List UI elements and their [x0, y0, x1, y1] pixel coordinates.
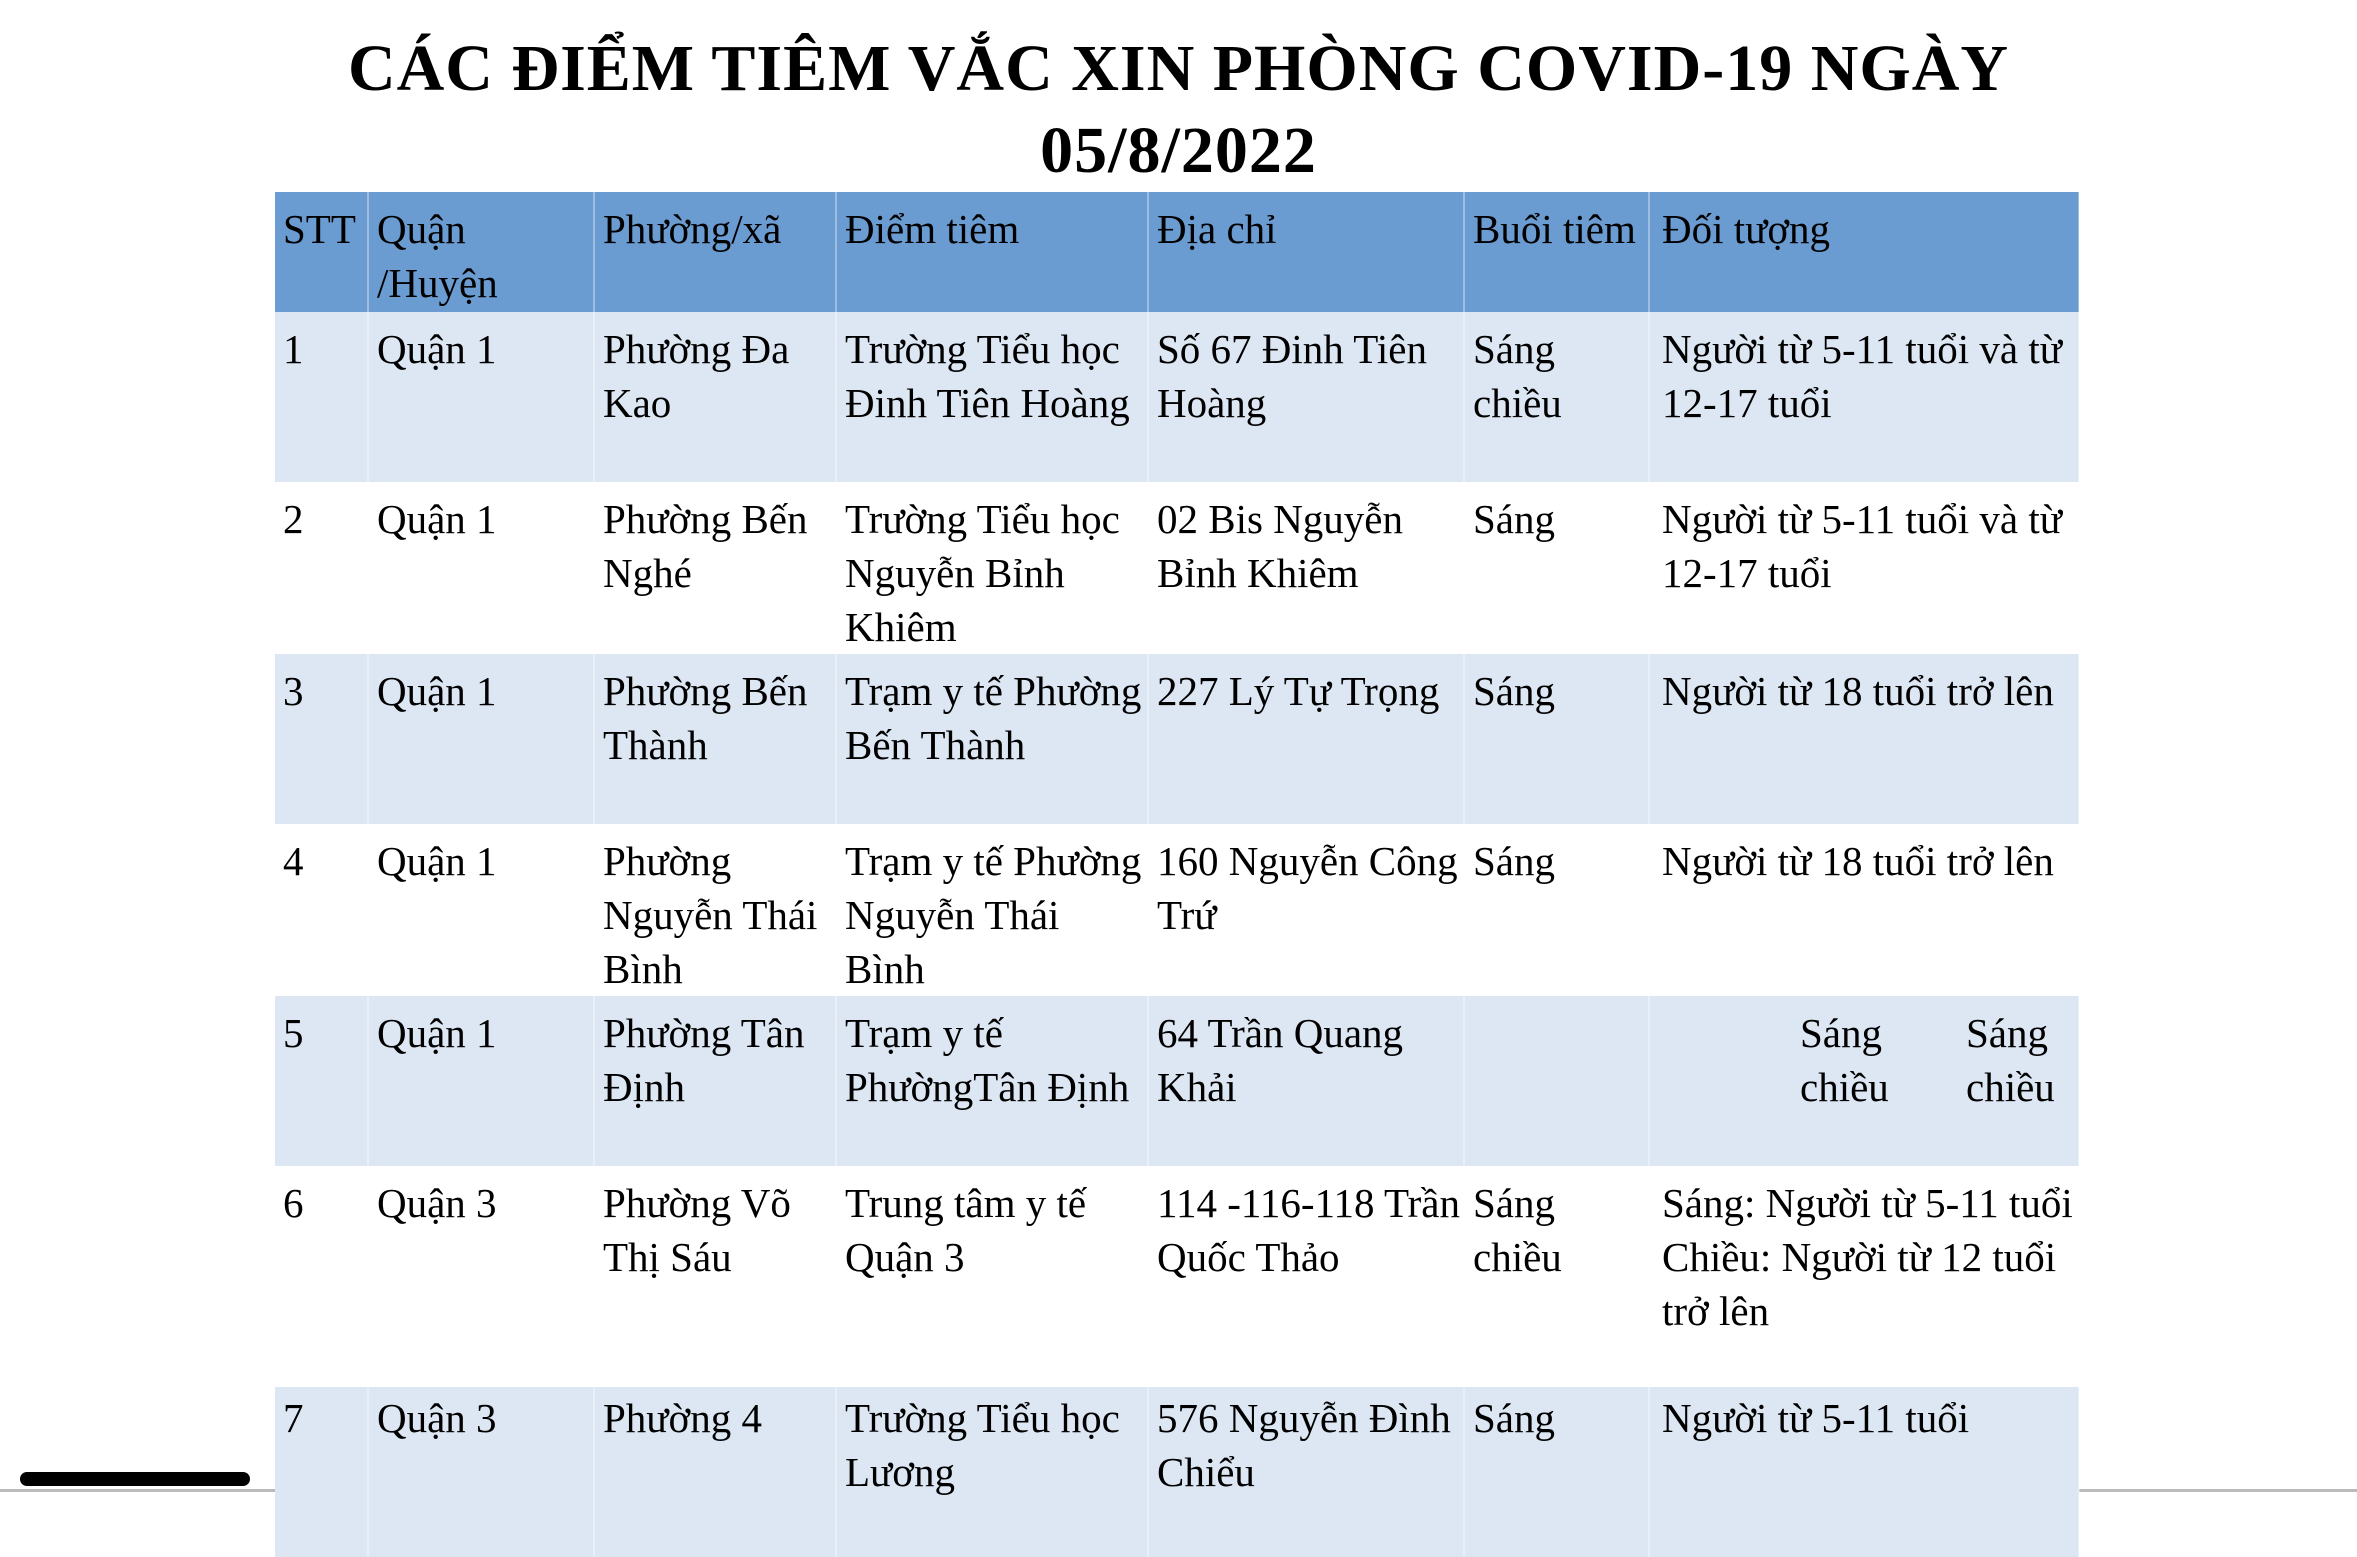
- cell-buoi-tiem: Sáng: [1464, 1387, 1649, 1557]
- cell-dia-chi: 64 Trần Quang Khải: [1148, 996, 1464, 1166]
- cell-stt: 1: [275, 312, 368, 482]
- header-stt: STT: [275, 192, 368, 312]
- cell-quan: Quận 1: [368, 824, 594, 996]
- cell-doi-tuong: [1649, 1166, 2079, 1387]
- cell-dia-chi: Số 67 Đinh Tiên Hoàng: [1148, 312, 1464, 482]
- cell-dia-chi: 160 Nguyễn Công Trứ: [1148, 824, 1464, 996]
- cell-buoi-tiem: Sáng: [1464, 824, 1649, 996]
- cell-diem-tiem: Trường Tiểu học Đinh Tiên Hoàng: [836, 312, 1148, 482]
- cell-diem-tiem: Trạm y tế Phường Nguyễn Thái Bình: [836, 824, 1148, 996]
- table-row: [275, 996, 2079, 1166]
- table-row: [275, 1166, 2079, 1387]
- cell-doi-tuong: Người từ 5-11 tuổi và từ 12-17 tuổi: [1649, 312, 2079, 482]
- cell-diem-tiem: Trung tâm y tế Quận 3: [836, 1166, 1148, 1387]
- page-title: [0, 28, 2357, 192]
- cell-stt: 5: [275, 996, 368, 1166]
- table-row: [275, 1387, 2079, 1557]
- cell-phuong: Phường Nguyễn Thái Bình: [594, 824, 836, 996]
- cell-phuong: Phường 4: [594, 1387, 836, 1557]
- cell-phuong: Phường Võ Thị Sáu: [594, 1166, 836, 1387]
- cell-phuong: Phường Bến Thành: [594, 654, 836, 824]
- cell-stt: 2: [275, 482, 368, 654]
- table-row: [275, 654, 2079, 824]
- table-row: [275, 312, 2079, 482]
- header-dia-chi: Địa chỉ: [1148, 192, 1464, 312]
- cell-dia-chi: 227 Lý Tự Trọng: [1148, 654, 1464, 824]
- cell-quan: Quận 1: [368, 996, 594, 1166]
- cell-stt: 3: [275, 654, 368, 824]
- cell-diem-tiem: Trường Tiểu học Lương: [836, 1387, 1148, 1557]
- cell-quan: Quận 1: [368, 312, 594, 482]
- cell-doi-tuong: Người từ 5-11 tuổi: [1649, 1387, 2079, 1557]
- cell-quan: Quận 3: [368, 1166, 594, 1387]
- cell-quan: Quận 1: [368, 482, 594, 654]
- cell-buoi-tiem: [1464, 996, 1649, 1166]
- title-line-1: CÁC ĐIỂM TIÊM VẮC XIN PHÒNG COVID-19 NGÀY: [347, 32, 2010, 105]
- cell-doi-tuong: Người từ 5-11 tuổi và từ 12-17 tuổi: [1649, 482, 2079, 654]
- cell-diem-tiem: Trạm y tế Phường Bến Thành: [836, 654, 1148, 824]
- cell-quan: Quận 1: [368, 654, 594, 824]
- session-text: Sáng chiều: [1966, 1010, 2055, 1110]
- table-row: [275, 824, 2079, 996]
- header-buoi-tiem: Buổi tiêm: [1464, 192, 1649, 312]
- cell-stt: 4: [275, 824, 368, 996]
- session-text: Sáng chiều: [1800, 1010, 1889, 1110]
- cell-phuong: Phường Bến Nghé: [594, 482, 836, 654]
- cell-buoi-tiem: Sáng: [1464, 654, 1649, 824]
- cell-doi-tuong: Người từ 18 tuổi trở lên: [1649, 654, 2079, 824]
- afternoon-target: Chiều: Người từ 12 tuổi trở lên: [1662, 1234, 2057, 1334]
- table-row: [275, 482, 2079, 654]
- header-diem-tiem: Điểm tiêm: [836, 192, 1148, 312]
- morning-target: Sáng: Người từ 5-11 tuổi: [1662, 1180, 2073, 1226]
- cell-diem-tiem: Trạm y tế PhườngTân Định: [836, 996, 1148, 1166]
- home-indicator-bar[interactable]: [20, 1472, 250, 1486]
- cell-dia-chi: 114 -116-118 Trần Quốc Thảo: [1148, 1166, 1464, 1387]
- cell-diem-tiem: Trường Tiểu học Nguyễn Bỉnh Khiêm: [836, 482, 1148, 654]
- header-quan: Quận /Huyện: [368, 192, 594, 312]
- cell-phuong: Phường Đa Kao: [594, 312, 836, 482]
- cell-quan: Quận 3: [368, 1387, 594, 1557]
- cell-phuong: Phường Tân Định: [594, 996, 836, 1166]
- cell-stt: 7: [275, 1387, 368, 1557]
- cell-doi-tuong: Người từ 18 tuổi trở lên: [1649, 824, 2079, 996]
- cell-buoi-tiem: Sáng chiều: [1464, 312, 1649, 482]
- cell-buoi-tiem: Sáng chiều: [1464, 1166, 1649, 1387]
- title-line-2: 05/8/2022: [1040, 114, 1317, 187]
- cell-doi-tuong: [1649, 996, 2079, 1166]
- cell-stt: 6: [275, 1166, 368, 1387]
- header-doi-tuong: Đối tượng: [1649, 192, 2079, 312]
- cell-buoi-tiem: Sáng: [1464, 482, 1649, 654]
- cell-dia-chi: 576 Nguyễn Đình Chiểu: [1148, 1387, 1464, 1557]
- header-phuong: Phường/xã: [594, 192, 836, 312]
- table-header-row: [275, 192, 2079, 312]
- cell-dia-chi: 02 Bis Nguyễn Bỉnh Khiêm: [1148, 482, 1464, 654]
- vaccination-sites-table: [275, 192, 2080, 1557]
